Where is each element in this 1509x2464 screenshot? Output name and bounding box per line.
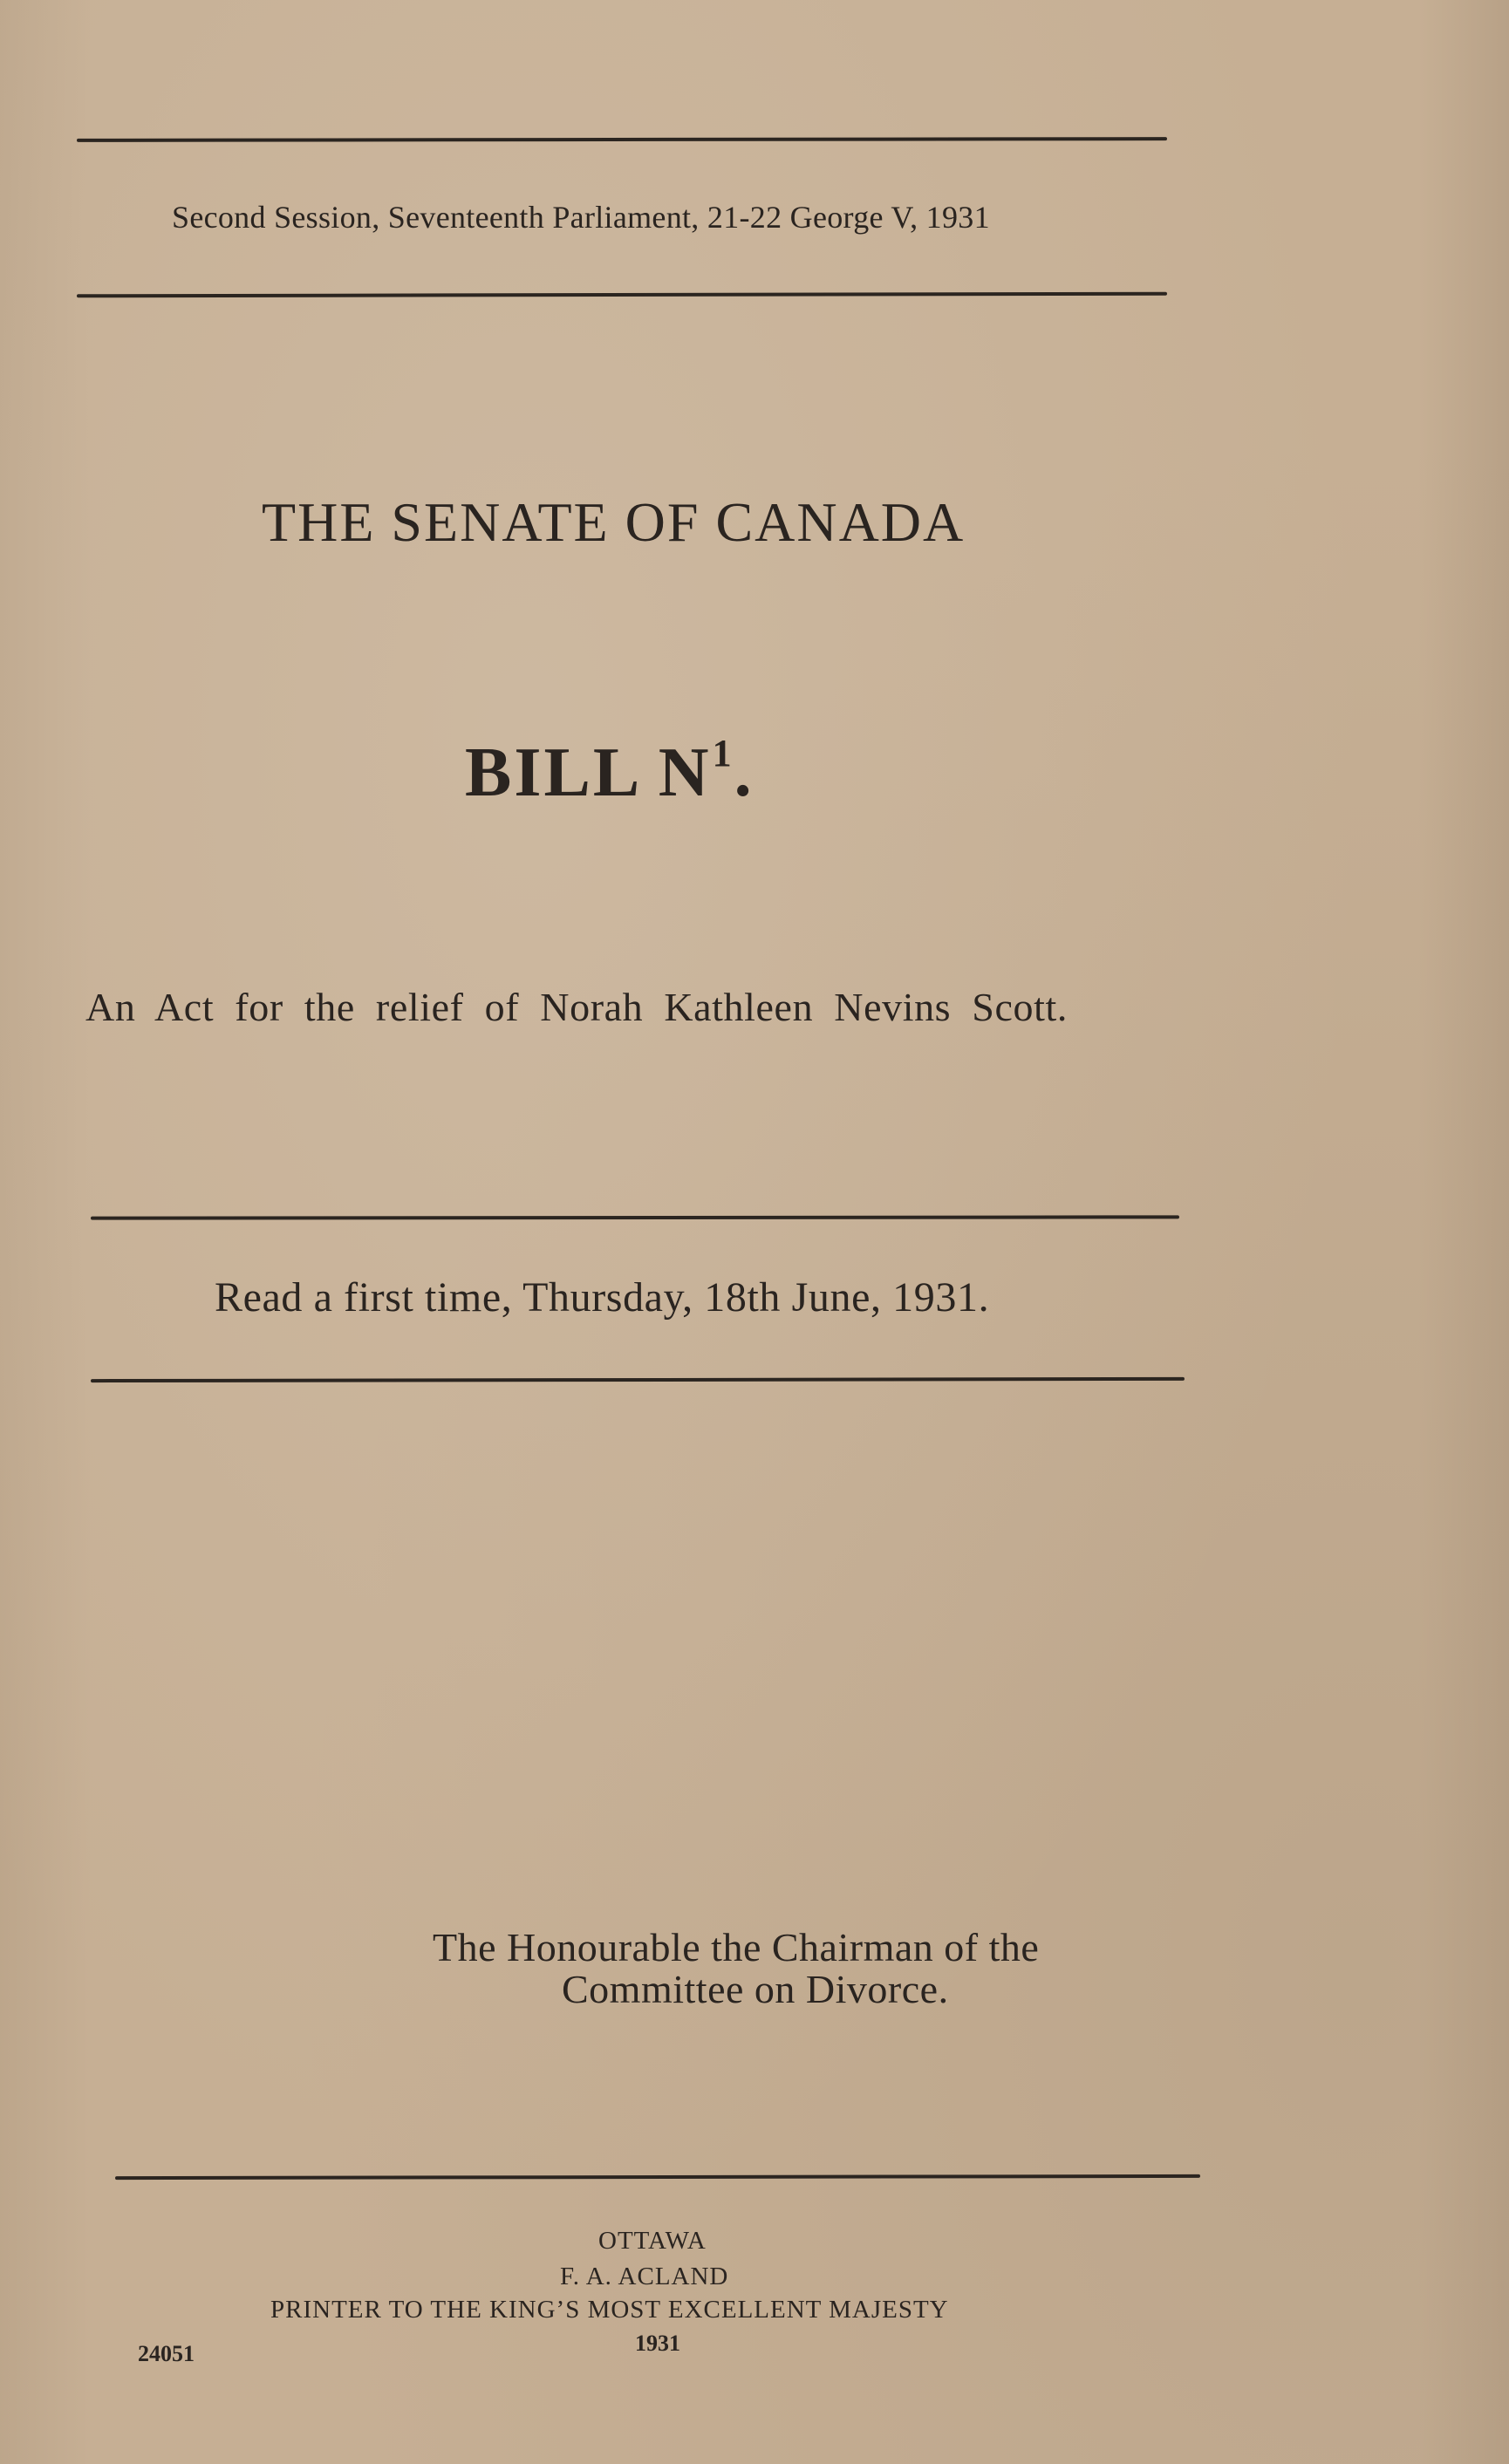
imprint-printer-title: PRINTER TO THE KING’S MOST EXCELLENT MAJESTY (270, 2296, 949, 2324)
sponsor-line-1: The Honourable the Chairman of the (433, 1925, 1040, 1969)
imprint-printer-name: F. A. ACLAND (560, 2263, 729, 2290)
bill-number-title (465, 731, 754, 813)
session-heading: Second Session, Seventeenth Parliament, 21-22 George V, 1931 (172, 200, 990, 235)
act-description: An Act for the relief of Norah Kathleen Nevins Scott. (85, 985, 1068, 1029)
header-bottom-rule (77, 292, 1167, 298)
top-rule (77, 137, 1167, 142)
imprint-city: OTTAWA (598, 2227, 707, 2255)
imprint-top-rule (115, 2174, 1200, 2180)
bill-suffix: . (734, 734, 754, 811)
bill-number: 1 (712, 732, 734, 775)
reading-top-rule (91, 1215, 1179, 1219)
chamber-title: THE SENATE OF CANADA (262, 491, 966, 553)
first-reading-notice: Read a first time, Thursday, 18th June, 1931. (215, 1274, 990, 1321)
reading-bottom-rule (91, 1377, 1185, 1382)
document-number: 24051 (138, 2341, 195, 2366)
bill-prefix: BILL N (465, 734, 712, 811)
sponsor-line-2: Committee on Divorce. (562, 1967, 949, 2011)
imprint-year: 1931 (635, 2331, 680, 2356)
